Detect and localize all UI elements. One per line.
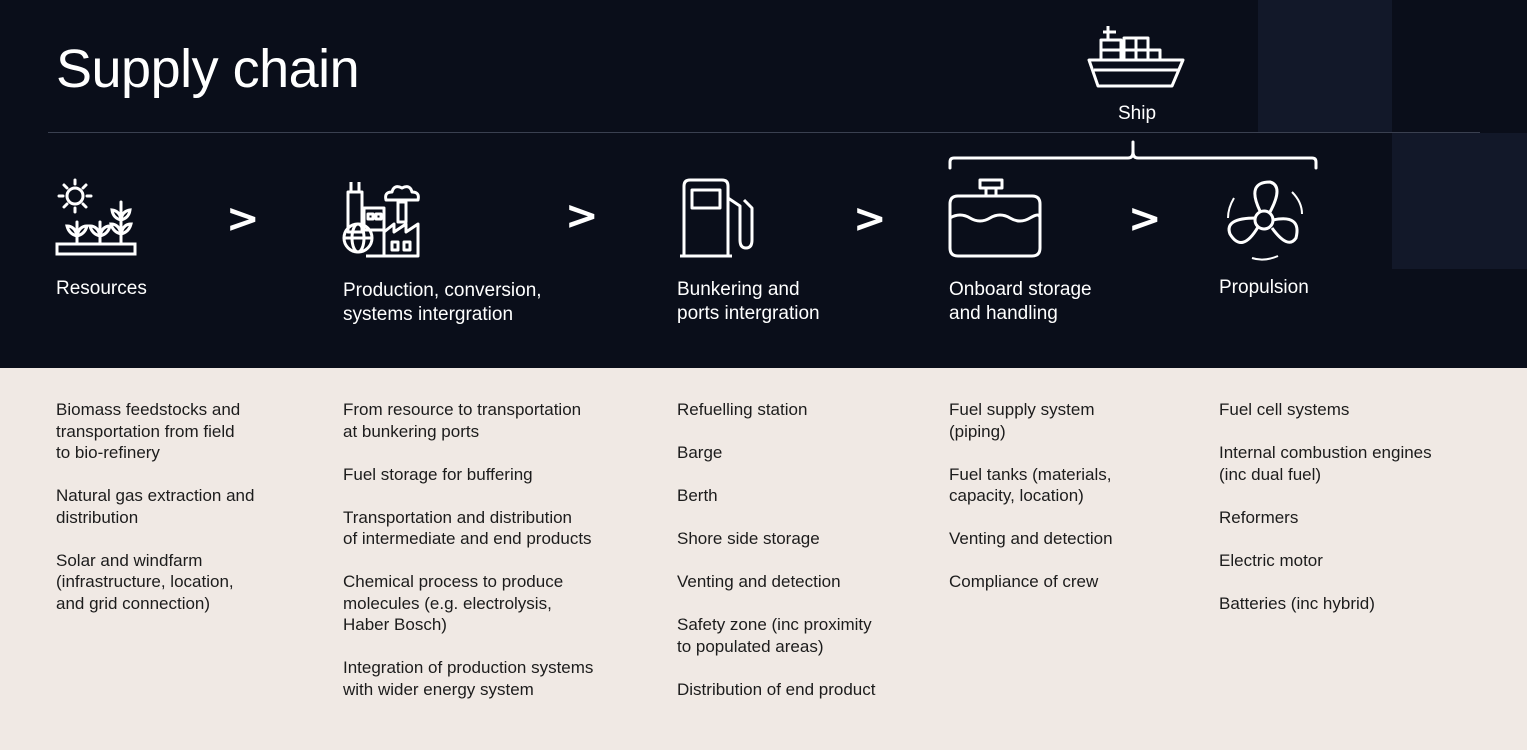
solar-farm-plants-icon: [55, 178, 137, 258]
list-item: Solar and windfarm (infrastructure, location, and grid connection): [56, 550, 234, 613]
details-production: [343, 399, 593, 722]
divider: [48, 132, 1480, 133]
header-band: [0, 0, 1527, 368]
list-item: Natural gas extraction and distribution: [56, 486, 255, 527]
list-item: Distribution of end product: [677, 679, 876, 699]
list-item: Integration of production systems with wider energy system: [343, 658, 594, 699]
list-item: Fuel storage for buffering: [343, 464, 533, 484]
ship-bracket: [948, 140, 1318, 175]
details-bunkering: [677, 399, 875, 722]
ship-label: Ship: [1118, 103, 1157, 124]
details-propulsion: [1219, 399, 1432, 636]
list-item: Safety zone (inc proximity to populated areas): [677, 615, 872, 656]
chevron-right-icon: >: [565, 193, 599, 239]
list-item: Electric motor: [1219, 550, 1323, 570]
details-resources: [56, 399, 254, 636]
factory-globe-icon: [340, 180, 422, 258]
fuel-pump-icon: [678, 178, 756, 260]
list-item: Barge: [677, 443, 723, 462]
list-item: Fuel tanks (materials, capacity, location): [949, 464, 1112, 505]
chevron-right-icon: >: [853, 196, 887, 242]
accent-panel: [1258, 0, 1392, 133]
list-item: Venting and detection: [677, 572, 841, 591]
list-item: Fuel cell systems: [1219, 400, 1350, 419]
list-item: Berth: [677, 486, 718, 505]
stage-label-production: Production, conversion, systems intergration: [343, 280, 542, 325]
stage-label-bunkering: Bunkering and ports intergration: [677, 279, 820, 324]
accent-panel: [1392, 133, 1527, 269]
list-item: Fuel supply system (piping): [949, 400, 1095, 441]
list-item: Transportation and distribution of intermediate and end products: [343, 507, 592, 548]
list-item: Biomass feedstocks and transportation from field to bio-refinery: [56, 400, 241, 462]
details-onboard-storage: [949, 399, 1113, 614]
fuel-tank-icon: [948, 178, 1044, 260]
stage-label-resources: Resources: [56, 278, 147, 299]
ship-icon: [1086, 22, 1186, 92]
chevron-right-icon: >: [226, 196, 260, 242]
page-title: Supply chain: [56, 39, 360, 99]
list-item: From resource to transportation at bunkering ports: [343, 400, 582, 441]
propeller-icon: [1222, 178, 1306, 262]
list-item: Shore side storage: [677, 529, 820, 548]
list-item: Compliance of crew: [949, 572, 1099, 591]
stage-label-onboard-storage: Onboard storage and handling: [949, 279, 1092, 324]
stage-label-propulsion: Propulsion: [1219, 277, 1309, 298]
list-item: Batteries (inc hybrid): [1219, 593, 1375, 613]
list-item: Refuelling station: [677, 400, 808, 419]
list-item: Internal combustion engines (inc dual fuel): [1219, 443, 1432, 484]
chevron-right-icon: >: [1128, 196, 1162, 242]
list-item: Chemical process to produce molecules (e.g. electrolysis, Haber Bosch): [343, 572, 564, 634]
list-item: Venting and detection: [949, 529, 1113, 548]
list-item: Reformers: [1219, 507, 1299, 527]
